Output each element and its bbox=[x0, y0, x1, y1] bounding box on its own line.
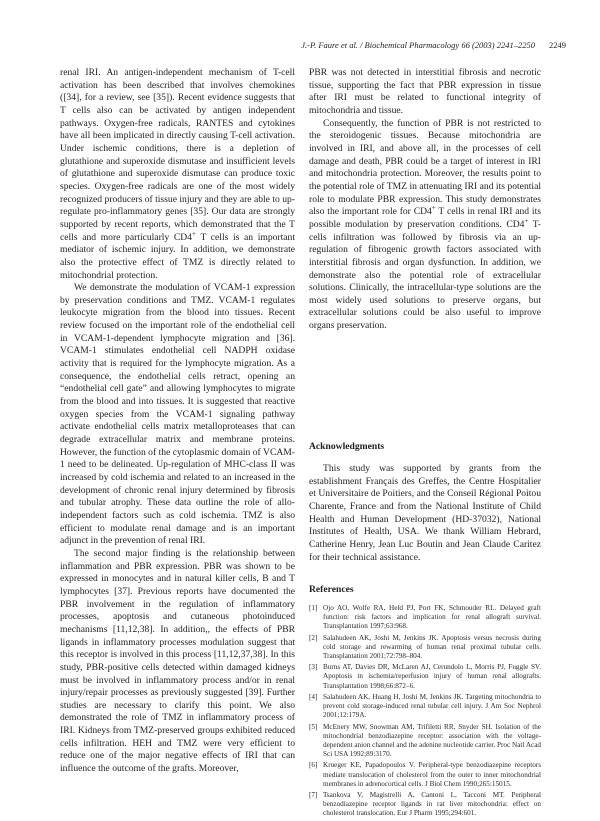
reference-number: [1] bbox=[309, 604, 318, 612]
acknowledgments-text: This study was supported by grants from the establishment Français des Greffes, the Centre Hospitalier et Universitaire de Poitiers, and the Conseil Régional Poitou Charente, France and from the National Institute of Child Health and Human Development (HD-37032), National Institutes of Health, USA. We thank William Hebrard, Catherine Henry, Jean Luc Boutin and Jean Claude Caritez for their technical assistance. bbox=[309, 463, 541, 563]
reference-item bbox=[309, 634, 541, 661]
running-title: J.-P. Faure et al. / Biochemical Pharmacology 66 (2003) 2241–2250 bbox=[301, 40, 535, 50]
text-run: We demonstrate the modulation of VCAM-1 expression by preservation conditions and TMZ. VCAM-1 regulates leukocyte migration from the blood into tissues. Recent review focused on the important role of the endothelial cell in VCAM-1-dependent lymphocyte migration and bbox=[60, 282, 295, 344]
reference-number: [7] bbox=[309, 791, 318, 800]
reference-item bbox=[309, 761, 541, 788]
left-paragraph-1 bbox=[60, 67, 295, 282]
left-column bbox=[60, 67, 295, 776]
superscript: + bbox=[192, 229, 196, 238]
text-run: T-cells infiltration was followed by fibrosis via an up-regulation of fibrogenic growth factors associated with interstitial fibrosis and organ dysfunction. In addition, we demonstrate also the potential role of extracellular solutions. Clinically, the intracellular-type solutions are the most widely used solutions to preserve organs, but extracellular solutions could be also useful to improve organs preservation. bbox=[309, 218, 541, 332]
left-paragraph-2 bbox=[60, 282, 295, 548]
citation-link[interactable]: [11,12,38] bbox=[112, 623, 153, 635]
text-run: Consequently, the function of PBR is not restricted to the steroidogenic tissues. Because mitochondria are involved in IRI, and above all, in the processes of cell damage and death, PBR could be a target of interest in IRI and mitochondria protection. Moreover, the results point to the potential role of TMZ in attenuating IRI and its potential role to modulate PBR expression. This study demonstrates also the important role for CD4 bbox=[309, 117, 541, 218]
text-run: The second major finding is the relationship between inflammation and PBR expression. PBR was shown to be expressed in monocytes and in natural killer cells, B and T lymphocytes bbox=[60, 547, 295, 597]
acknowledgments-heading: Acknowledgments bbox=[309, 441, 385, 452]
superscript: + bbox=[431, 204, 436, 213]
text-run: . In addition,, the effects of PBR ligands in inflammatory processes modulation suggest that this receptor is involved in this process bbox=[60, 623, 295, 661]
reference-text: Tsankova V, Magistrelli A, Cantoni L, Tacconi MT. Peripheral benzodiazepine receptor ligands in rat liver mitochondria: effect on cholesterol translocation. Eur J Pharm 1995;294:601. bbox=[323, 791, 541, 818]
page-number: 2249 bbox=[549, 40, 566, 50]
left-paragraph-3 bbox=[60, 548, 295, 776]
text-run: . VCAM-1 stimulates endothelial cell NADPH oxidase activity that is required for the lymphocyte migration. As a consequence, the endothelial cells retract, opening an “endothelial cell gate” and allowing lymphocytes to migrate from the blood and into tissues. It is suggested that reactive oxygen species from the VCAM-1 signaling pathway activate endothelial cells matrix metalloproteases that can degrade extracellular matrix and membrane proteins. However, the function of the cytoplasmic domain of VCAM-1 need to be delineated. Up-regulation of MHC-class II was increased by cold ischemia and related to an increased in the development of chronic renal injury determined by fibrosis and tubular atrophy. These data outline the role of allo-independent factors such as cold ischemia. TMZ is also efficient to modulate renal damage and is an important adjunct in the prevention of renal IRI. bbox=[60, 332, 295, 547]
text-run: ). Recent evidence suggests that T cells also can be activated by antigen independent pathways. Oxygen-free radicals, RANTES and cytokines have all been implicated in directly causing T-cell activation. Under ischemic conditions, there is a depletion of glutathione and superoxide dismutase and insufficient levels of glutathione and superoxide dismutase can produce toxic species. Oxygen-free radicals are one of the most widely recognized producers of tissue injury and they are able to up-regulate pro-inflammatory genes bbox=[60, 92, 296, 218]
reference-item bbox=[309, 723, 541, 759]
citation-link[interactable]: [34] bbox=[63, 92, 80, 104]
text-run: . Our data are strongly supported by recent reports, which demonstrated that the T cells and more particularly CD4 bbox=[60, 206, 295, 243]
right-column bbox=[309, 67, 541, 333]
text-run: renal IRI. An antigen-independent mechanism of T-cell activation has been described that involves chemokines ( bbox=[60, 67, 295, 104]
reference-text: Ojo AO, Wolfe RA, Held PJ, Port FK, Schmouder RL. Delayed graft function: risk factors and implication for renal allograft survival. Transplantation 1997;63:968. bbox=[323, 604, 541, 631]
reference-text: McEnery MW, Snowman AM, Trifiletti RR, Snyder SH. Isolation of the mitochondrial benzodiazepine receptor: association with the voltage-dependent anion channel and the adenine nucleotide carrier. Proc Natl Acad Sci USA 1992;89:3170. bbox=[323, 722, 541, 758]
reference-number: [4] bbox=[309, 693, 318, 702]
reference-number: [5] bbox=[309, 722, 318, 731]
reference-item bbox=[309, 791, 541, 818]
reference-number: [3] bbox=[309, 663, 318, 672]
reference-number: [2] bbox=[309, 633, 318, 642]
text-run: . Further studies are necessary to clarify this point. We also demonstrated the role of TMZ in inflammatory process of IRI. Kidneys from TMZ-preserved groups exhibited reduced cells infiltration. HEH and TMZ were very efficient to reduce one of the major negative effects of IRI that can influence the outcome of the grafts. Moreover, bbox=[60, 687, 295, 775]
text-run: , for a review, see bbox=[79, 92, 154, 104]
text-run: T cells in renal IRI and its possible modulation by preservation conditions. CD4 bbox=[309, 206, 541, 230]
reference-item bbox=[309, 693, 541, 720]
running-header bbox=[0, 40, 600, 52]
references-heading: References bbox=[309, 584, 354, 595]
citation-link[interactable]: [35] bbox=[190, 206, 207, 218]
citation-link[interactable]: [36] bbox=[276, 332, 293, 344]
text-run: T cells is an important mediator of ischemic injury. In addition, we demonstrate also the protective effect of TMZ is directly related to mitochondrial protection. bbox=[60, 231, 295, 281]
reference-text: Burns AT, Davies DR, McLaren AJ, Cerundolo L, Morris PJ, Fuggle SV. Apoptosis in ischemia/reperfusion injury of human renal allografts. Transplantation 1998;66:872–6. bbox=[323, 663, 541, 690]
citation-link[interactable]: [35] bbox=[153, 92, 170, 104]
reference-number: [6] bbox=[309, 761, 318, 770]
superscript: + bbox=[524, 216, 529, 225]
right-paragraph-2 bbox=[309, 118, 541, 333]
acknowledgments-body bbox=[309, 463, 541, 564]
reference-item bbox=[309, 663, 541, 690]
text-run: . Previous reports have documented the PBR involvement in the regulation of inflammatory processes, apoptosis and cutaneous photoinduced mechanisms bbox=[60, 585, 295, 635]
right-paragraph-1: PBR was not detected in interstitial fibrosis and necrotic tissue, supporting the fact that PBR expression in tissue after IRI must be related to functional integrity of mitochondria and tissue. bbox=[309, 67, 541, 116]
text-run: . In this study, PBR-positive cells detected within damaged kidneys must be involved in inflammatory process and/or in renal injury/repair processes as previously suggested bbox=[60, 649, 295, 699]
reference-text: Krueger KE, Papadopoulos V. Peripheral-type benzodiazepine receptors mediate translocation of cholesterol from the outer to inner mitochondrial membranes in adrenocortical cells. J Biol Chem 1990;265:15015. bbox=[323, 761, 541, 788]
reference-list bbox=[309, 604, 541, 821]
reference-text: Salahudeen AK, Huang H, Joshi M, Jenkins JK. Targeting mitochondria to prevent cold storage-induced renal tubular cell injury. J Am Soc Nephrol 2001;12:179A. bbox=[323, 693, 541, 720]
reference-text: Salahudeen AK, Joshi M, Jenkins JK. Apoptosis versus necrosis during cold storage and rewarming of human renal proximal tubular cells. Transplantation 2001;72:798–804. bbox=[323, 633, 541, 660]
citation-link[interactable]: [37] bbox=[114, 585, 131, 597]
citation-link[interactable]: [39] bbox=[245, 687, 262, 699]
citation-link[interactable]: [11,12,37,38] bbox=[213, 649, 266, 661]
reference-item bbox=[309, 604, 541, 631]
